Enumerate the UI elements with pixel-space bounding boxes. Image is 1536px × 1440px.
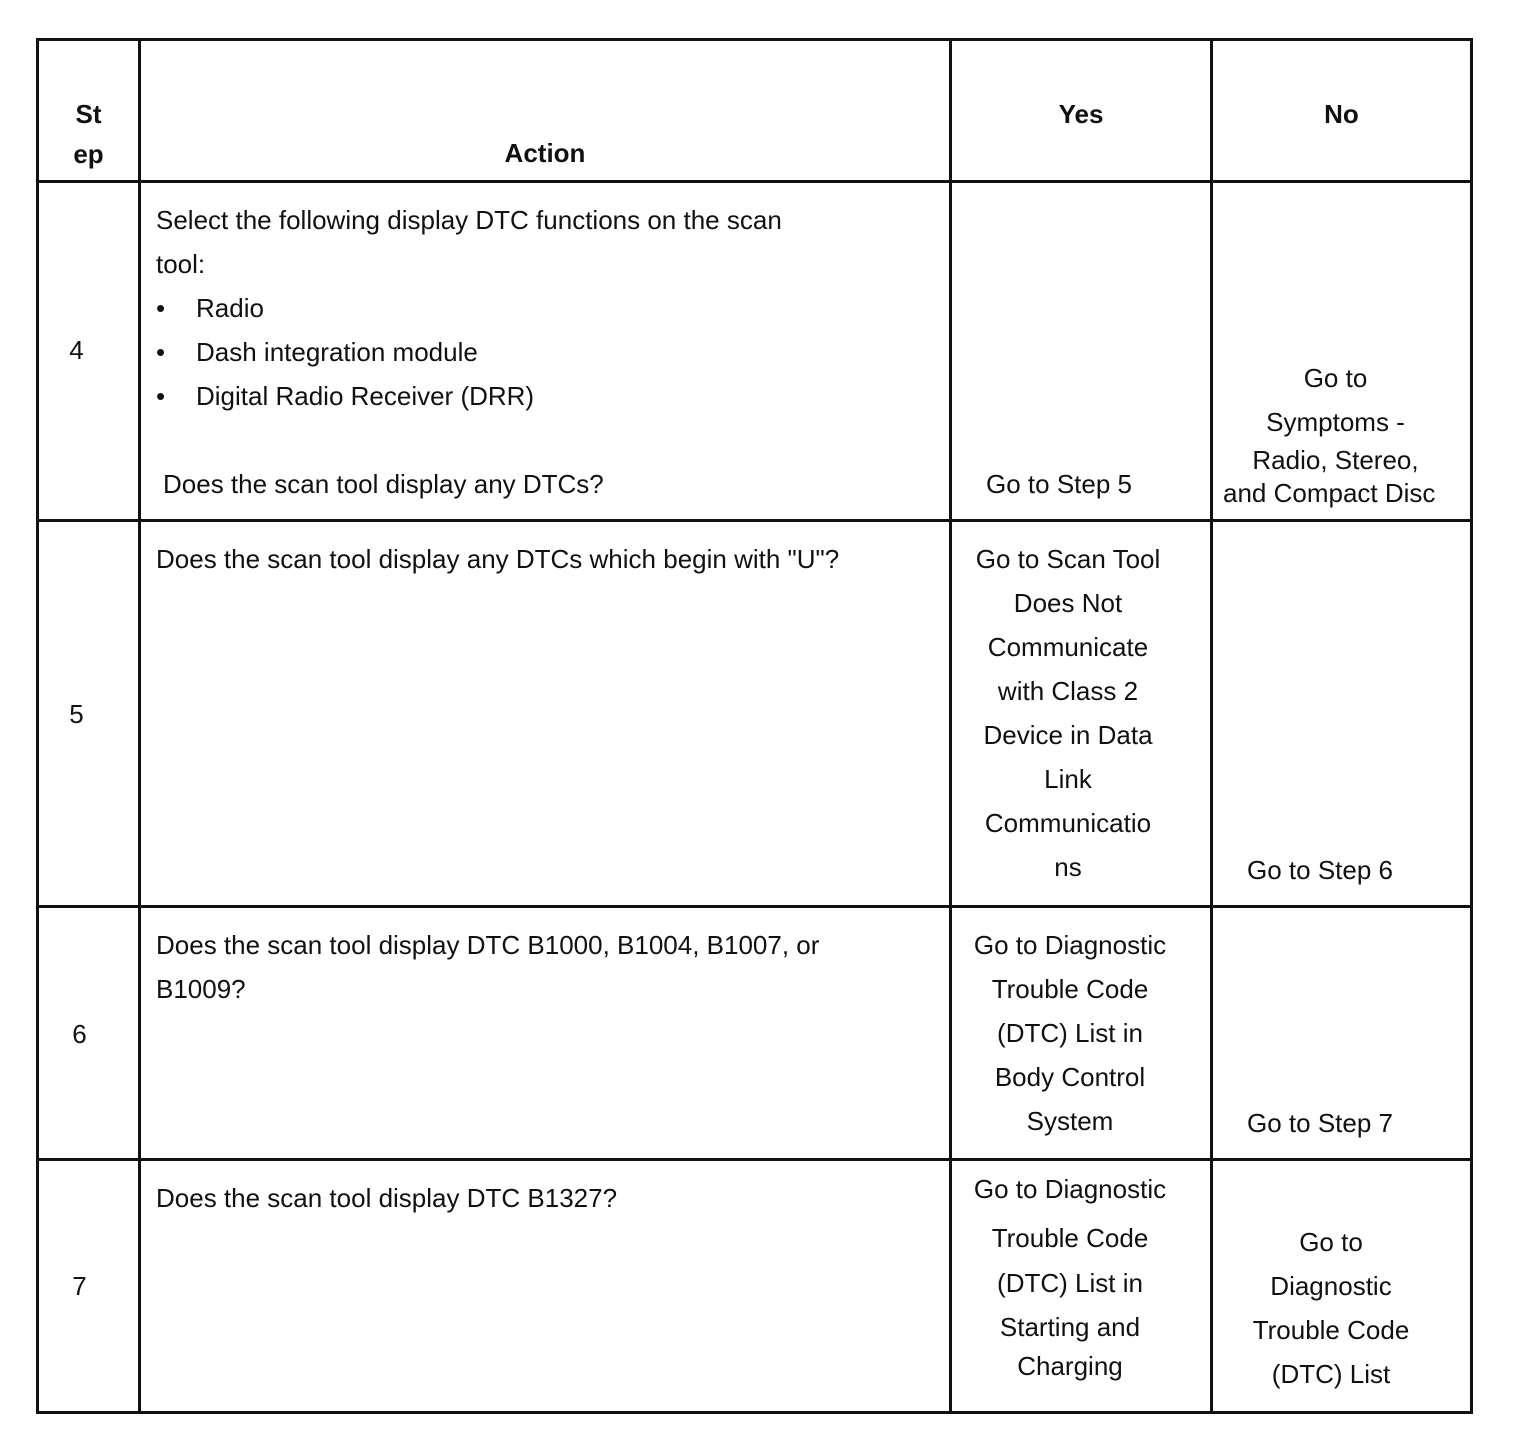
no-result-line: and Compact Disc <box>1223 478 1436 508</box>
no-result <box>1213 356 1458 510</box>
no-result-line: Trouble Code <box>1252 1315 1410 1345</box>
yes-result-line: Starting and <box>999 1312 1141 1342</box>
action-text <box>156 1176 936 1220</box>
yes-result-line: (DTC) List in <box>997 1018 1143 1048</box>
yes-result-line: Link <box>1044 764 1092 794</box>
yes-result-line: Body Control <box>994 1062 1146 1092</box>
yes-result <box>952 1163 1188 1383</box>
bullet-glyph: • <box>156 293 166 323</box>
no-result: Go to Step 7 <box>1247 1108 1393 1138</box>
yes-result-line: Trouble Code <box>991 974 1149 1004</box>
yes-result <box>952 923 1188 1143</box>
header-step <box>39 94 138 174</box>
action-text <box>156 198 936 418</box>
step-number: 4 <box>69 335 84 365</box>
list-item-text: Radio <box>196 293 264 323</box>
no-result-line: Go to <box>1299 1227 1363 1257</box>
column-divider <box>1210 38 1213 1414</box>
step-number: 7 <box>72 1271 87 1301</box>
row-divider <box>36 1158 1473 1161</box>
yes-result-line: Go to Diagnostic <box>973 1174 1167 1204</box>
header-no: No <box>1324 99 1359 129</box>
header-yes: Yes <box>1058 99 1104 129</box>
column-divider <box>138 38 141 1414</box>
yes-result-line: Go to Scan Tool <box>975 544 1161 574</box>
no-result-line: Diagnostic <box>1270 1271 1392 1301</box>
action-text <box>156 923 936 1011</box>
list-item <box>156 286 936 330</box>
header-step-line1: St <box>75 99 102 129</box>
step-number: 6 <box>72 1019 87 1049</box>
question-text: Does the scan tool display any DTCs? <box>163 469 604 499</box>
action-line: Does the scan tool display DTC B1327? <box>156 1183 618 1213</box>
table-border-top <box>36 38 1473 41</box>
header-action: Action <box>504 138 586 168</box>
list-item-text: Dash integration module <box>196 337 478 367</box>
no-result-line: Symptoms - <box>1266 407 1405 437</box>
no-result-line: Radio, Stereo, <box>1252 445 1419 475</box>
row-divider <box>36 519 1473 522</box>
yes-result-line: Communicatio <box>984 808 1152 838</box>
yes-result-line: (DTC) List in <box>997 1268 1143 1298</box>
table-border-right <box>1470 38 1473 1414</box>
yes-result-line: Charging <box>1017 1351 1123 1381</box>
yes-result-line: ns <box>1054 852 1082 882</box>
no-result <box>1213 1220 1449 1396</box>
action-line: tool: <box>156 249 206 279</box>
yes-result-line: with Class 2 <box>997 676 1139 706</box>
list-item <box>156 374 936 418</box>
action-line: Does the scan tool display DTC B1000, B1004, B1007, or <box>156 930 820 960</box>
yes-result-line: System <box>1026 1106 1114 1136</box>
no-result-line: (DTC) List <box>1271 1359 1391 1389</box>
action-text <box>156 537 936 581</box>
no-result: Go to Step 6 <box>1247 855 1393 885</box>
yes-result <box>952 537 1184 889</box>
row-divider <box>36 905 1473 908</box>
list-item <box>156 330 936 374</box>
yes-result-line: Device in Data <box>983 720 1153 750</box>
no-result-line: Go to <box>1303 363 1368 393</box>
header-divider <box>36 180 1473 183</box>
table-border-bottom <box>36 1411 1473 1414</box>
yes-result-line: Does Not <box>1013 588 1123 618</box>
bullet-glyph: • <box>156 381 166 411</box>
yes-result-line: Go to Diagnostic <box>973 930 1167 960</box>
header-step-line2: ep <box>73 139 104 169</box>
action-line: B1009? <box>156 974 246 1004</box>
action-line: Does the scan tool display any DTCs which begin with "U"? <box>156 544 840 574</box>
yes-result: Go to Step 5 <box>986 469 1132 499</box>
list-item-text: Digital Radio Receiver (DRR) <box>196 381 535 411</box>
bullet-glyph: • <box>156 337 166 367</box>
action-line: Select the following display DTC functions on the scan <box>156 205 782 235</box>
yes-result-line: Trouble Code <box>991 1223 1149 1253</box>
yes-result-line: Communicate <box>987 632 1149 662</box>
step-number: 5 <box>69 699 84 729</box>
